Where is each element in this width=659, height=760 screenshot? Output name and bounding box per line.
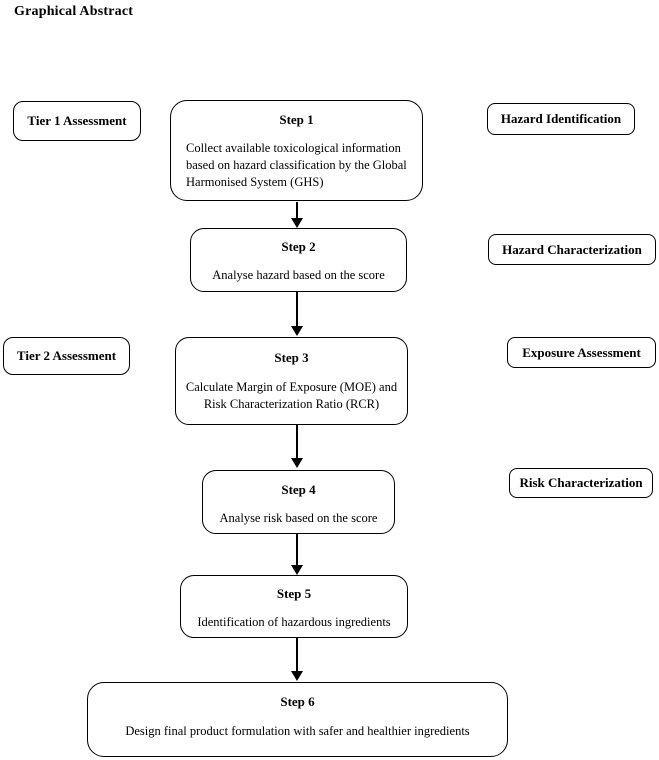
arrow-shaft: [296, 425, 298, 460]
arrow-head-icon: [291, 565, 303, 575]
step4-body: Analyse risk based on the score: [219, 511, 378, 525]
hazard-identification-label: Hazard Identification: [487, 103, 635, 135]
arrow-head-icon: [291, 671, 303, 681]
step3-body: Calculate Margin of Exposure (MOE) and Risk Characterization Ratio (RCR): [185, 380, 398, 411]
step5-body: Identification of hazardous ingredients: [197, 615, 391, 629]
flow-arrow-step3-step4: [291, 425, 303, 468]
step1-box: [170, 100, 423, 201]
exposure-assessment-label: Exposure Assessment: [507, 337, 656, 368]
tier1-assessment-label: Tier 1 Assessment: [13, 101, 141, 141]
step3-title: Step 3: [274, 350, 309, 365]
flow-arrow-step1-step2: [291, 202, 303, 228]
flow-arrow-step4-step5: [291, 534, 303, 575]
step5-title: Step 5: [276, 586, 312, 601]
arrow-shaft: [296, 534, 298, 567]
step5-box: [180, 575, 408, 638]
step2-box: [190, 228, 407, 292]
tier2-assessment-label: Tier 2 Assessment: [3, 337, 130, 375]
arrow-head-icon: [291, 458, 303, 468]
page-title: Graphical Abstract: [14, 4, 134, 19]
step1-body: Collect available toxicological information based on hazard classification by the Global Harmonised System (GHS): [186, 141, 407, 189]
flow-arrow-step5-step6: [291, 638, 303, 681]
step4-box: [202, 470, 395, 534]
step6-body: Design final product formulation with safer and healthier ingredients: [125, 724, 470, 738]
step4-title: Step 4: [281, 482, 316, 497]
step2-body: Analyse hazard based on the score: [212, 268, 385, 282]
flow-arrow-step2-step3: [291, 292, 303, 336]
arrow-shaft: [296, 292, 298, 328]
step6-box: [87, 682, 508, 757]
risk-characterization-label: Risk Characterization: [509, 468, 653, 498]
step3-box: [175, 337, 408, 425]
step2-title: Step 2: [281, 239, 316, 254]
arrow-head-icon: [291, 326, 303, 336]
arrow-head-icon: [291, 218, 303, 228]
step1-title: Step 1: [279, 112, 314, 127]
hazard-characterization-label: Hazard Characterization: [488, 234, 656, 265]
step6-title: Step 6: [280, 694, 315, 709]
arrow-shaft: [296, 638, 298, 673]
